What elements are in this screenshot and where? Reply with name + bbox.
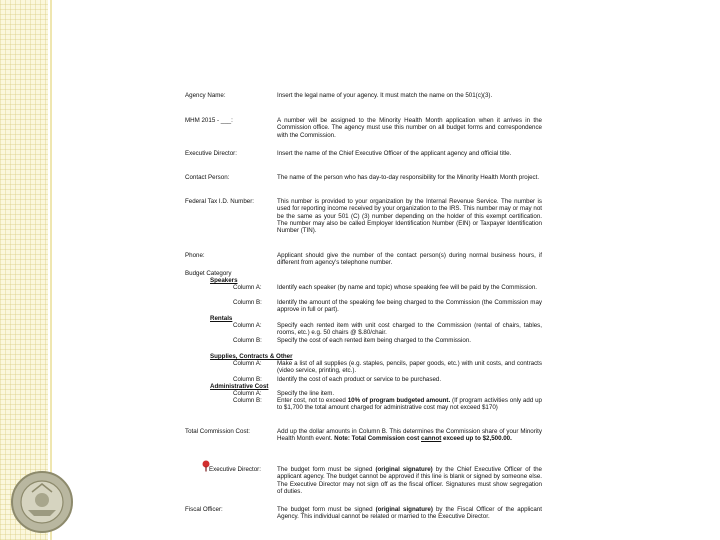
col-text <box>277 397 542 412</box>
total-text: Add up the dollar amounts in Column B. This determines the Commission share of your Minority Health Month event. <box>277 428 542 443</box>
admin-bold: 10% of program budgeted amount. <box>347 397 451 404</box>
stripe-border <box>50 0 52 540</box>
col-label: Column B: <box>233 376 262 383</box>
budget-heading: Budget Category <box>185 270 232 277</box>
supplies-title: Supplies, Contracts & Other <box>210 353 293 360</box>
row-text: Applicant should give the number of the contact person(s) during normal business hours, if different from agency's telephone number. <box>277 252 542 267</box>
fiscal-post: by the Fiscal Officer of the applicant Agency. This individual cannot be related or married to the Executive Director. <box>277 506 542 521</box>
row-text: The name of the person who has day-to-day responsibility for the Minority Health Month project. <box>277 174 540 181</box>
exec-bold: (original signature) <box>375 466 433 473</box>
exec-post: by the Chief Executive Officer of the applicant agency. The budget cannot be approved if this line is blank or signed by someone else. The Executive Director may not sign off as the fiscal officer. Signatures must show segregation of duties. <box>277 466 542 495</box>
row-text: Insert the legal name of your agency. It must match the name on the 501(c)(3). <box>277 92 493 99</box>
col-label: Column A: <box>233 284 262 291</box>
fiscal-pre: The budget form must be signed <box>277 506 373 513</box>
rentals-title: Rentals <box>210 315 233 322</box>
col-label: Column A: <box>233 390 262 397</box>
col-label: Column B: <box>233 299 262 306</box>
row-label: Contact Person: <box>185 174 230 181</box>
col-label: Column A: <box>233 360 262 367</box>
row-text <box>277 506 542 521</box>
fiscal-bold: (original signature) <box>375 506 433 513</box>
row-label: Total Commission Cost: <box>185 428 250 435</box>
col-text: Specify each rented item with unit cost charged to the Commission (rental of chairs, tables, rooms, etc.) e.g. 50 chairs @ $.80/chair. <box>277 322 542 337</box>
admin-post: (If program activities only add up to $1,700 the total amount charged for administrative cost may not exceed $170) <box>277 397 542 412</box>
row-label: MHM 2015 - ___: <box>185 117 233 124</box>
row-label: Agency Name: <box>185 92 226 99</box>
col-label: Column B: <box>233 337 262 344</box>
col-text: Specify the cost of each rented item being charged to the Commission. <box>277 337 471 344</box>
row-label: Phone: <box>185 252 205 259</box>
row-label: Executive Director: <box>209 466 261 473</box>
row-label: Federal Tax I.D. Number: <box>185 198 255 205</box>
row-text: This number is provided to your organization by the Internal Revenue Service. The number is used for reporting income received by your organization to the IRS. This number may or may not be the same as your 501 (C) (3) number depending on the holder of this exempt certification. The number may also be called Employer Identification Number (EIN) or Taxpayer Identification Number (TIN). <box>277 198 542 235</box>
row-text <box>277 466 542 495</box>
admin-pre: Enter cost, not to exceed <box>277 397 346 404</box>
row-text: Insert the name of the Chief Executive Officer of the applicant agency and official title. <box>277 150 512 157</box>
commission-seal-icon <box>10 470 74 534</box>
col-text: Specify the line item. <box>277 390 335 397</box>
col-text: Identify the amount of the speaking fee being charged to the Commission (the Commission may approve in full or part). <box>277 299 542 314</box>
row-text <box>277 428 542 443</box>
speakers-title: Speakers <box>210 277 238 284</box>
col-text: Make a list of all supplies (e.g. staples, pencils, paper goods, etc.) with unit costs, and contracts (video service, printing, etc.). <box>277 360 542 375</box>
red-pushpin-icon <box>200 460 212 472</box>
total-post: exceed up to $2,500.00. <box>443 435 512 443</box>
col-text: Identify each speaker (by name and topic) whose speaking fee will be paid by the Commission. <box>277 284 538 291</box>
row-label: Executive Director: <box>185 150 237 157</box>
admin-title: Administrative Cost <box>210 383 269 390</box>
col-label: Column B: <box>233 397 262 404</box>
exec-pre: The budget form must be signed <box>277 466 373 473</box>
col-label: Column A: <box>233 322 262 329</box>
col-text: Identify the cost of each product or service to be purchased. <box>277 376 442 383</box>
row-text: A number will be assigned to the Minority Health Month application when it arrives in the Commission office. The agency must use this number on all budget forms and correspondence with the Commission. <box>277 117 542 139</box>
decorative-side-stripe <box>0 0 48 540</box>
total-cannot: cannot <box>421 435 442 443</box>
instructions-document <box>185 92 545 540</box>
total-note: Note: Total Commission cost <box>334 435 420 443</box>
row-label: Fiscal Officer: <box>185 506 223 513</box>
